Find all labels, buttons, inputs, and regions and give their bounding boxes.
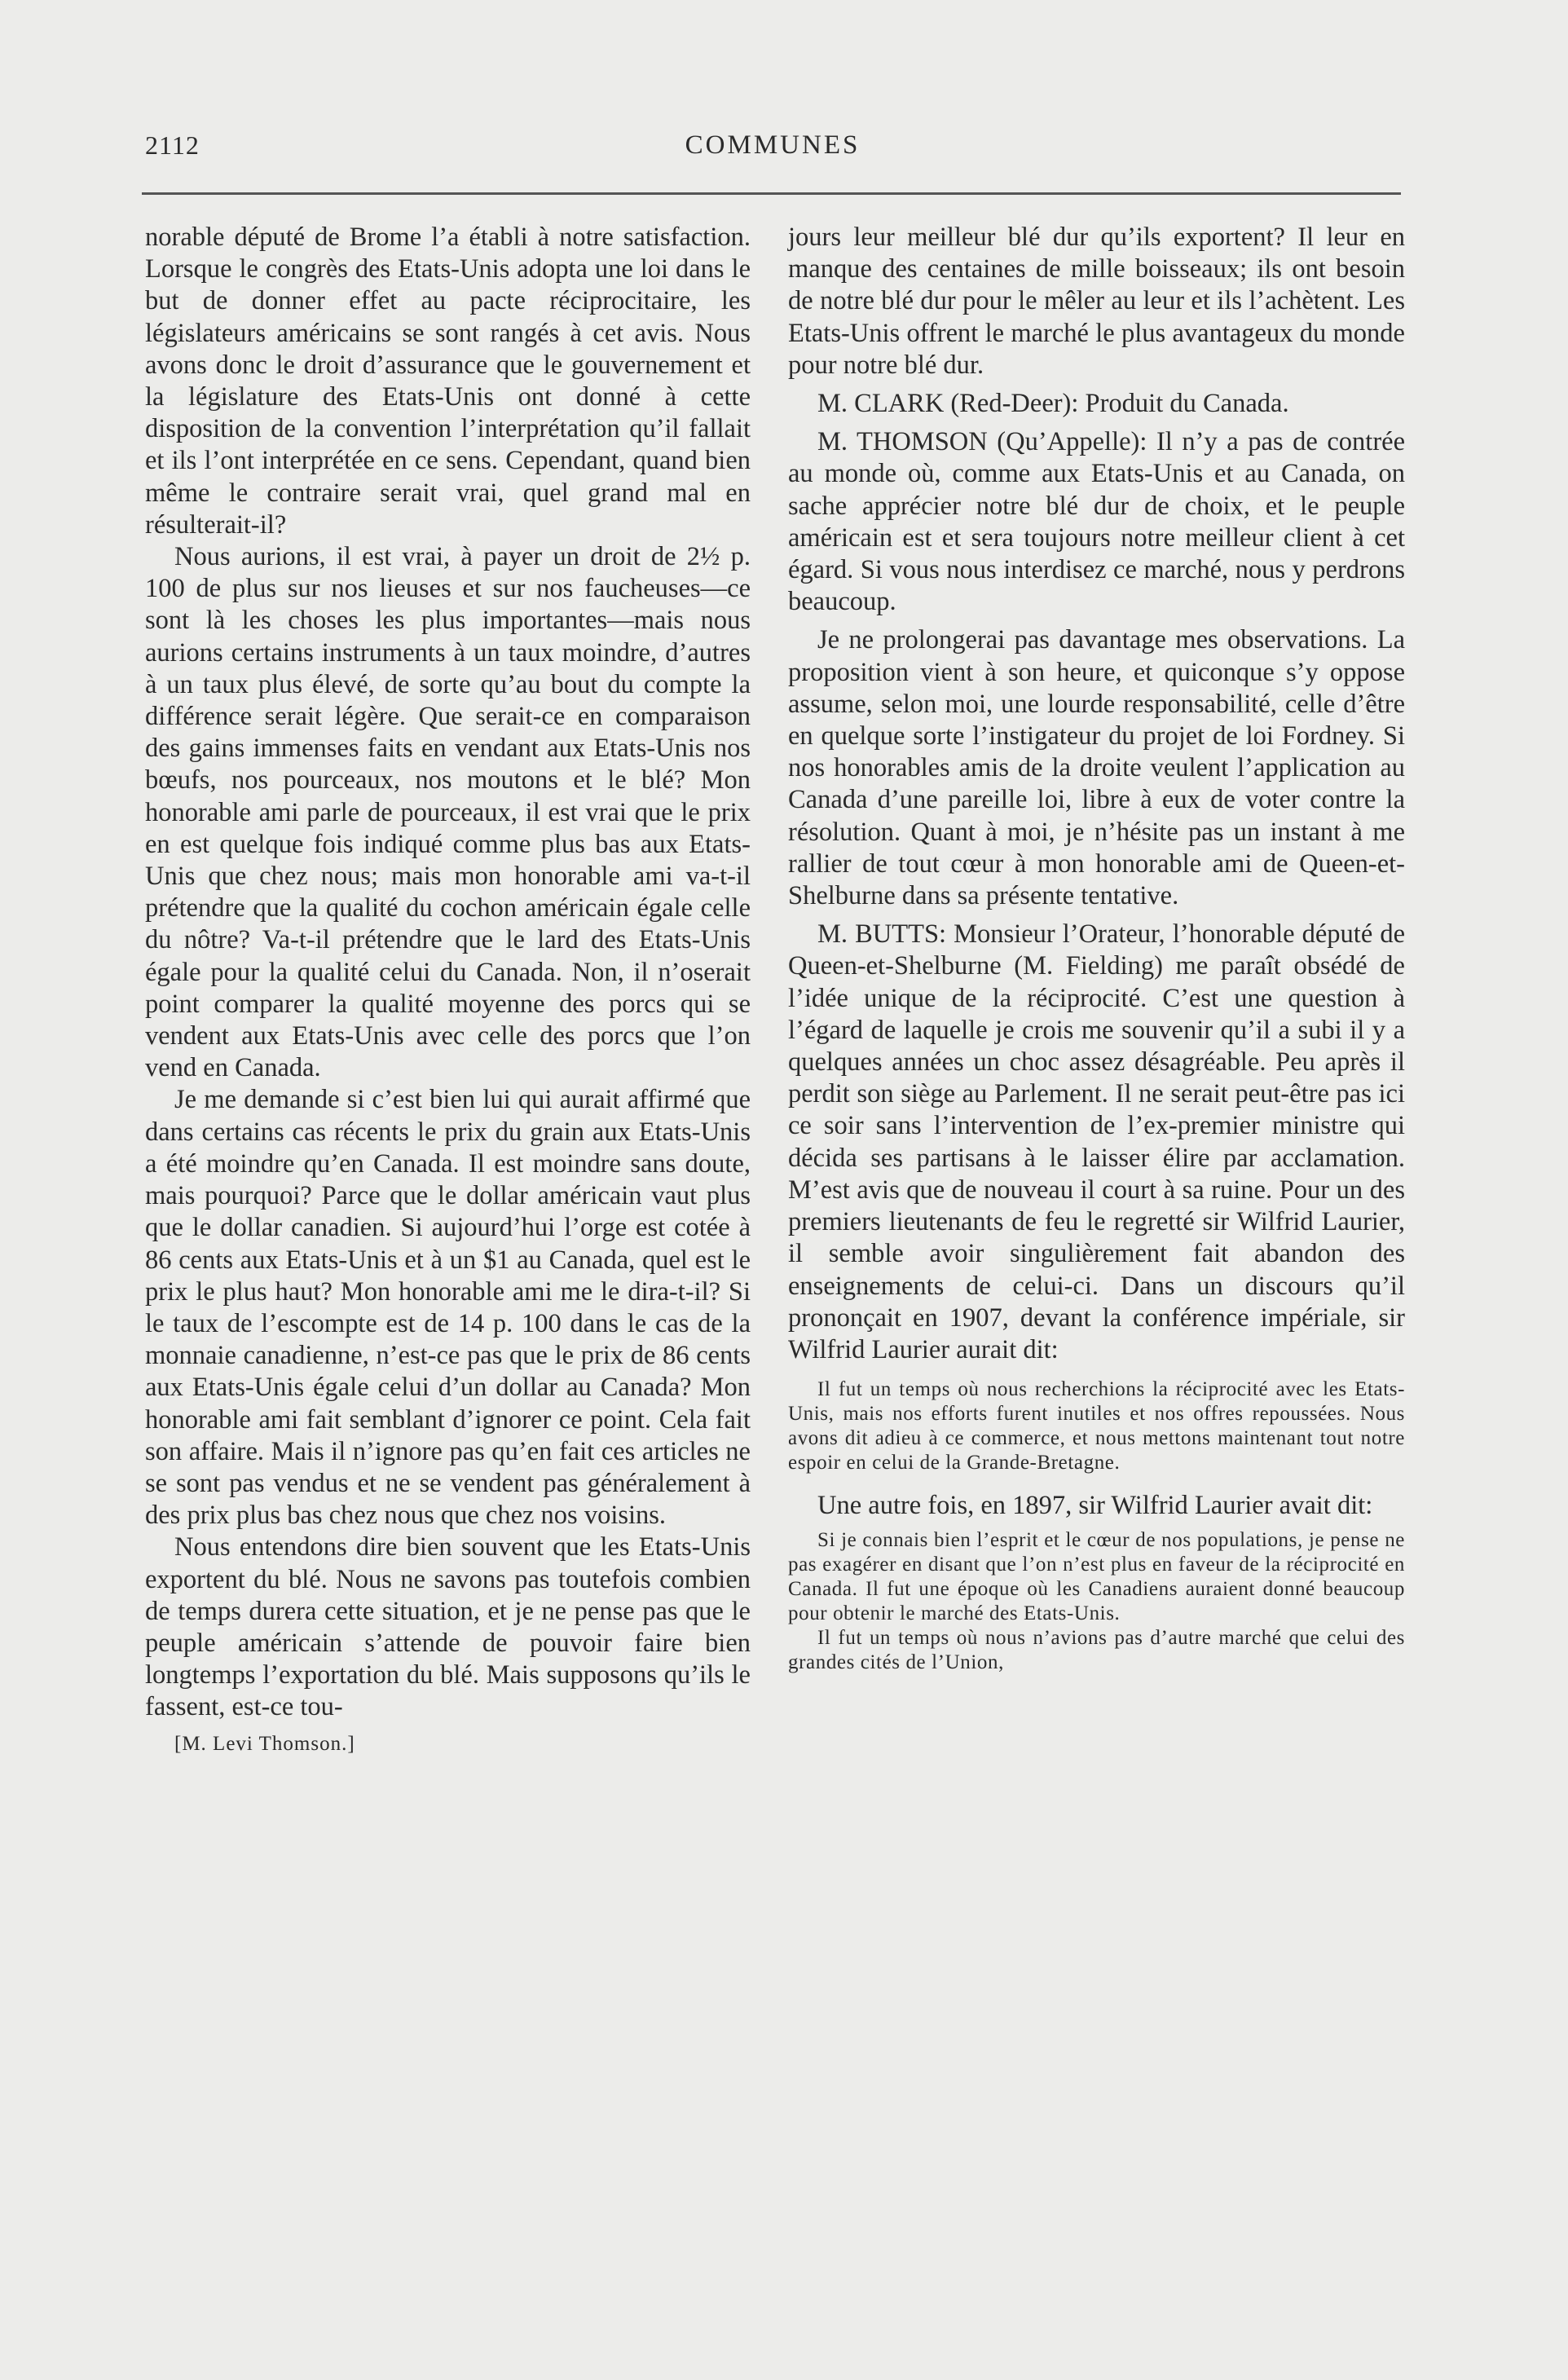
paragraph: Je me demande si c’est bien lui qui aurait affirmé que dans certains cas récents le prix du grain aux Etats-Unis a été moindre qu’en Canada. Il est moindre sans doute, mais pourquoi? Parce que le dollar américain vaut plus que le dollar canadien. Si aujourd’hui l’orge est cotée à 86 cents aux Etats-Unis et à un $1 au Canada, quel est le prix le plus haut? Mon honorable ami me le dira-t-il? Si le taux de l’escompte est de 14 p. 100 dans le cas de la monnaie canadienne, n’est-ce pas que le prix de 86 cents aux Etats-Unis égale celui d’un dollar au Canada? Mon honorable ami fait semblant d’ignorer ce point. Cela fait son affaire. Mais il n’ignore pas qu’en fait ces articles ne se sont pas vendus et ne se vendent pas généralement à des prix plus bas chez nous que chez nos voisins.	[145, 1085, 751, 1531]
paragraph: M. THOMSON (Qu’Appelle): Il n’y a pas de contrée au monde où, comme aux Etats-Unis et au Canada, on sache apprécier notre blé dur de choix, et le peuple américain est et sera toujours notre meilleur client à cet égard. Si vous nous interdisez ce marché, nous y perdrons beaucoup.	[788, 427, 1405, 617]
paragraph: Je ne prolongerai pas davantage mes observations. La proposition vient à son heure, et quiconque s’y oppose assume, selon moi, une lourde responsabilité, celle d’être en quelque sorte l’instigateur du projet de loi Fordney. Si nos honorables amis de la droite veulent l’application au Canada d’une pareille loi, libre à eux de voter contre la résolution. Quant à moi, je n’hésite pas un instant à me rallier de tout cœur à mon honorable ami de Queen-et-Shelburne dans sa présente tentative.	[788, 625, 1405, 911]
paragraph: Une autre fois, en 1897, sir Wilfrid Laurier avait dit:	[817, 1491, 1373, 1521]
block-quote: Il fut un temps où nous n’avions pas d’autre marché que celui des grandes cités de l’Union,	[788, 1627, 1405, 1674]
right-column	[788, 222, 1405, 1675]
paragraph: norable député de Brome l’a établi à notre satisfaction. Lorsque le congrès des Etats-Unis adopta une loi dans le but de donner effet au pacte réciprocitaire, les législateurs américains se sont rangés à cet avis. Nous avons donc le droit d’assurance que le gouvernement et la législature des Etats-Unis ont donné à cette disposition de la convention l’interprétation qu’il fallait et ils l’ont interprétée en ce sens. Cependant, quand bien même le contraire serait vrai, quel grand mal en résulterait-il?	[145, 223, 751, 540]
running-title: COMMUNES	[685, 130, 861, 160]
paragraph: Nous entendons dire bien souvent que les Etats-Unis exportent du blé. Nous ne savons pas toutefois combien de temps durera cette situation, et je ne pense pas que le peuple américain s’attende de pouvoir faire bien longtemps l’exportation du blé. Mais supposons qu’ils le fassent, est-ce tou-	[145, 1532, 751, 1722]
paragraph: Nous aurions, il est vrai, à payer un droit de 2½ p. 100 de plus sur nos lieuses et sur nos faucheuses—ce sont là les choses les plus importantes—mais nous aurions certains instruments à un taux moindre, d’autres à un taux plus élevé, de sorte qu’au bout du compte la différence serait légère. Que serait-ce en comparaison des gains immenses faits en vendant aux Etats-Unis nos bœufs, nos pourceaux, nos moutons et le blé? Mon honorable ami parle de pourceaux, il est vrai que le prix en est quelque fois indiqué comme plus bas aux Etats-Unis que chez nous; mais mon honorable ami va-t-il prétendre que la qualité du cochon américain égale celle du nôtre? Va-t-il prétendre que le lard des Etats-Unis égale pour la qualité celui du Canada. Non, il n’oserait point comparer la qualité moyenne des porcs qui se vendent aux Etats-Unis avec celle des porcs que l’on vend en Canada.	[145, 542, 751, 1083]
header-rule	[142, 192, 1401, 195]
paragraph: jours leur meilleur blé dur qu’ils exportent? Il leur en manque des centaines de mille boisseaux; ils ont besoin de notre blé dur pour le mêler au leur et ils l’achètent. Les Etats-Unis offrent le marché le plus avantageux du monde pour notre blé dur.	[788, 223, 1405, 380]
block-quote: Il fut un temps où nous recherchions la réciprocité avec les Etats-Unis, mais nos efforts furent inutiles et nos offres repoussées. Nous avons dit adieu à ce commerce, et nous mettons maintenant tout notre espoir en celui de la Grande-Bretagne.	[788, 1378, 1405, 1474]
block-quote: Si je connais bien l’esprit et le cœur de nos populations, je pense ne pas exagérer en disant que l’on n’est plus en faveur de la réciprocité en Canada. Il fut une époque où les Canadiens auraient donné beaucoup pour obtenir le marché des Etats-Unis.	[788, 1529, 1405, 1625]
paragraph: M. CLARK (Red-Deer): Produit du Canada.	[817, 389, 1289, 419]
speaker-signature: [M. Levi Thomson.]	[174, 1732, 355, 1755]
left-column	[145, 222, 751, 1756]
page-header	[145, 130, 1400, 171]
paragraph: M. BUTTS: Monsieur l’Orateur, l’honorable député de Queen-et-Shelburne (M. Fielding) me paraît obsédé de l’idée unique de la réciprocité. C’est une question à l’égard de laquelle je crois me souvenir qu’il a subi il y a quelques années un choc assez désagréable. Peu après il perdit son siège au Parlement. Il ne serait peut-être pas ici ce soir sans l’intervention de l’ex-premier ministre qui décida ses partisans à le laisser élire par acclamation. M’est avis que de nouveau il court à sa ruine. Pour un des premiers lieutenants de feu le regretté sir Wilfrid Laurier, il semble avoir singulièrement fait abandon des enseignements de celui-ci. Dans un discours qu’il prononçait en 1907, devant la conférence impériale, sir Wilfrid Laurier aurait dit:	[788, 919, 1405, 1364]
page-number: 2112	[145, 130, 200, 160]
